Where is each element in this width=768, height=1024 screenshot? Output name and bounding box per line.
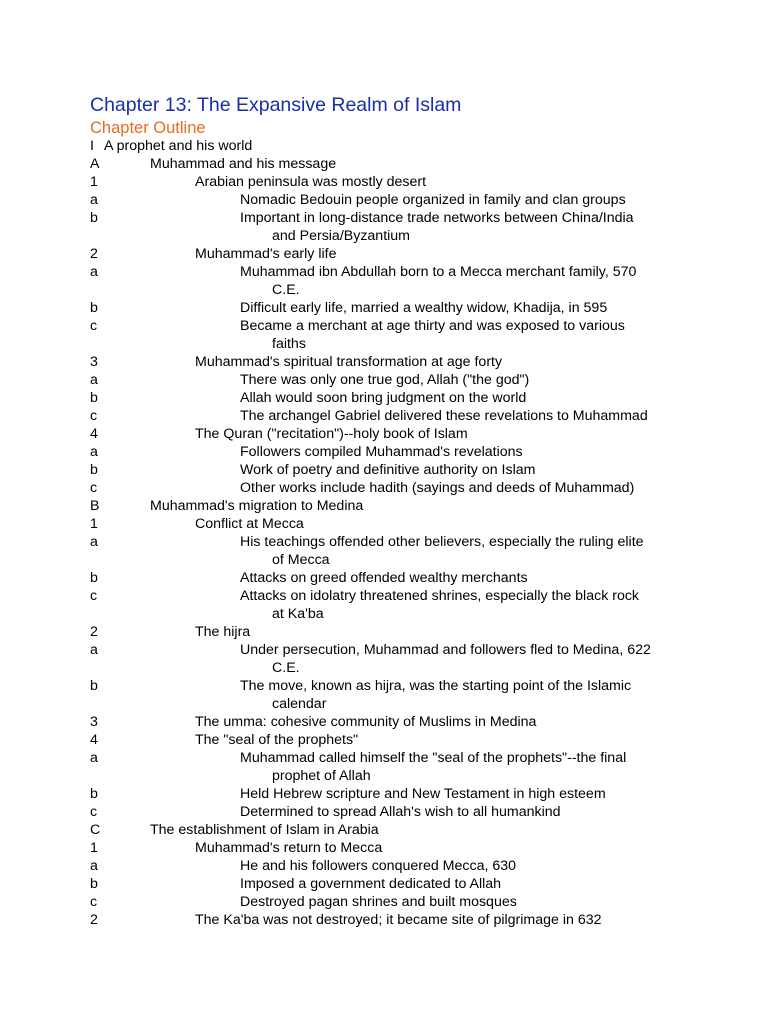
outline-item — [0, 191, 768, 209]
outline-item — [0, 137, 768, 155]
outline-marker: a — [90, 534, 98, 550]
outline-marker: b — [90, 300, 98, 316]
outline-marker: 1 — [90, 174, 98, 190]
outline-marker: b — [90, 210, 98, 226]
outline-item — [0, 839, 768, 857]
outline-marker: I — [90, 138, 94, 154]
outline-text-continuation: prophet of Allah — [272, 768, 371, 784]
outline-text: Important in long-distance trade networks between China/India — [240, 210, 634, 226]
outline-item — [0, 407, 768, 425]
outline-item — [0, 623, 768, 641]
outline-marker: a — [90, 642, 98, 658]
outline-text: Muhammad and his message — [150, 156, 337, 172]
outline-marker: c — [90, 408, 98, 424]
outline-item — [0, 263, 768, 299]
outline-text: He and his followers conquered Mecca, 630 — [240, 858, 517, 874]
outline-item — [0, 443, 768, 461]
outline-text-continuation: faiths — [272, 336, 306, 352]
outline-item — [0, 515, 768, 533]
outline-item — [0, 587, 768, 623]
outline-marker: c — [90, 804, 98, 820]
outline-text: Followers compiled Muhammad's revelations — [240, 444, 523, 460]
outline-item — [0, 317, 768, 353]
outline-text: The move, known as hijra, was the starting point of the Islamic — [240, 678, 632, 694]
outline-text: Imposed a government dedicated to Allah — [240, 876, 502, 892]
outline-text: Nomadic Bedouin people organized in family and clan groups — [240, 192, 626, 208]
outline-text: Held Hebrew scripture and New Testament in high esteem — [240, 786, 606, 802]
outline-text: Under persecution, Muhammad and followers fled to Medina, 622 — [240, 642, 651, 658]
outline-text: Muhammad's early life — [195, 246, 337, 262]
outline-text: Determined to spread Allah's wish to all humankind — [240, 804, 561, 820]
outline-text: Work of poetry and definitive authority on Islam — [240, 462, 536, 478]
outline-item — [0, 371, 768, 389]
outline-marker: b — [90, 786, 98, 802]
outline-text: Muhammad's spiritual transformation at age forty — [195, 354, 503, 370]
outline-item — [0, 209, 768, 245]
outline-marker: c — [90, 480, 98, 496]
outline-item — [0, 461, 768, 479]
outline-marker: 1 — [90, 516, 98, 532]
outline-marker: a — [90, 858, 98, 874]
outline-text: The archangel Gabriel delivered these revelations to Muhammad — [240, 408, 648, 424]
outline-text-continuation: of Mecca — [272, 552, 330, 568]
outline-text: Muhammad's migration to Medina — [150, 498, 364, 514]
outline-marker: 2 — [90, 246, 98, 262]
outline-item — [0, 893, 768, 911]
outline-text: The umma: cohesive community of Muslims in Medina — [195, 714, 537, 730]
outline-marker: b — [90, 876, 98, 892]
outline-text: Became a merchant at age thirty and was exposed to various — [240, 318, 625, 334]
outline-marker: b — [90, 390, 98, 406]
outline-marker: A — [90, 156, 100, 172]
outline-text: Attacks on idolatry threatened shrines, especially the black rock — [240, 588, 640, 604]
outline-item — [0, 479, 768, 497]
outline-text: Other works include hadith (sayings and deeds of Muhammad) — [240, 480, 635, 496]
chapter-title: Chapter 13: The Expansive Realm of Islam — [90, 94, 462, 116]
outline-text: Conflict at Mecca — [195, 516, 304, 532]
outline-item — [0, 425, 768, 443]
outline-item — [0, 173, 768, 191]
outline-item — [0, 353, 768, 371]
outline-item — [0, 245, 768, 263]
outline-item — [0, 533, 768, 569]
outline-text-continuation: at Ka'ba — [272, 606, 324, 622]
outline-marker: a — [90, 444, 98, 460]
outline-text: There was only one true god, Allah ("the god") — [240, 372, 530, 388]
outline-text: His teachings offended other believers, especially the ruling elite — [240, 534, 644, 550]
outline-item — [0, 911, 768, 929]
outline-marker: 2 — [90, 912, 98, 928]
outline-item — [0, 875, 768, 893]
outline-marker: 3 — [90, 354, 98, 370]
outline-text: The hijra — [195, 624, 251, 640]
outline-marker: b — [90, 570, 98, 586]
outline-text-continuation: C.E. — [272, 282, 300, 298]
outline-item — [0, 677, 768, 713]
outline-marker: B — [90, 498, 100, 514]
outline-marker: 4 — [90, 732, 98, 748]
chapter-outline-heading: Chapter Outline — [90, 119, 206, 137]
outline-list — [0, 137, 768, 929]
outline-item — [0, 857, 768, 875]
outline-marker: C — [90, 822, 101, 838]
outline-text: The "seal of the prophets" — [195, 732, 359, 748]
outline-marker: b — [90, 462, 98, 478]
outline-item — [0, 641, 768, 677]
outline-item — [0, 731, 768, 749]
outline-text-continuation: and Persia/Byzantium — [272, 228, 411, 244]
outline-item — [0, 389, 768, 407]
outline-text-continuation: calendar — [272, 696, 327, 712]
outline-item — [0, 497, 768, 515]
outline-text: The Quran ("recitation")--holy book of Islam — [195, 426, 468, 442]
outline-text: Attacks on greed offended wealthy merchants — [240, 570, 528, 586]
outline-item — [0, 569, 768, 587]
outline-marker: c — [90, 894, 98, 910]
outline-marker: a — [90, 192, 98, 208]
outline-marker: 1 — [90, 840, 98, 856]
outline-item — [0, 155, 768, 173]
outline-text: Muhammad ibn Abdullah born to a Mecca merchant family, 570 — [240, 264, 637, 280]
outline-text: Muhammad's return to Mecca — [195, 840, 383, 856]
outline-text: The establishment of Islam in Arabia — [150, 822, 379, 838]
outline-marker: c — [90, 318, 98, 334]
outline-item — [0, 821, 768, 839]
outline-marker: b — [90, 678, 98, 694]
outline-marker: 4 — [90, 426, 98, 442]
outline-marker: a — [90, 750, 98, 766]
outline-text: Arabian peninsula was mostly desert — [195, 174, 427, 190]
outline-text: Destroyed pagan shrines and built mosques — [240, 894, 517, 910]
outline-marker: c — [90, 588, 98, 604]
outline-text: A prophet and his world — [104, 138, 253, 154]
outline-marker: 2 — [90, 624, 98, 640]
outline-text: Muhammad called himself the "seal of the prophets"--the final — [240, 750, 627, 766]
outline-item — [0, 749, 768, 785]
outline-item — [0, 713, 768, 731]
outline-text-continuation: C.E. — [272, 660, 300, 676]
outline-text: Allah would soon bring judgment on the world — [240, 390, 527, 406]
outline-marker: a — [90, 264, 98, 280]
outline-item — [0, 803, 768, 821]
outline-item — [0, 299, 768, 317]
outline-item — [0, 785, 768, 803]
outline-text: The Ka'ba was not destroyed; it became site of pilgrimage in 632 — [195, 912, 602, 928]
outline-marker: 3 — [90, 714, 98, 730]
outline-marker: a — [90, 372, 98, 388]
outline-text: Difficult early life, married a wealthy widow, Khadija, in 595 — [240, 300, 608, 316]
